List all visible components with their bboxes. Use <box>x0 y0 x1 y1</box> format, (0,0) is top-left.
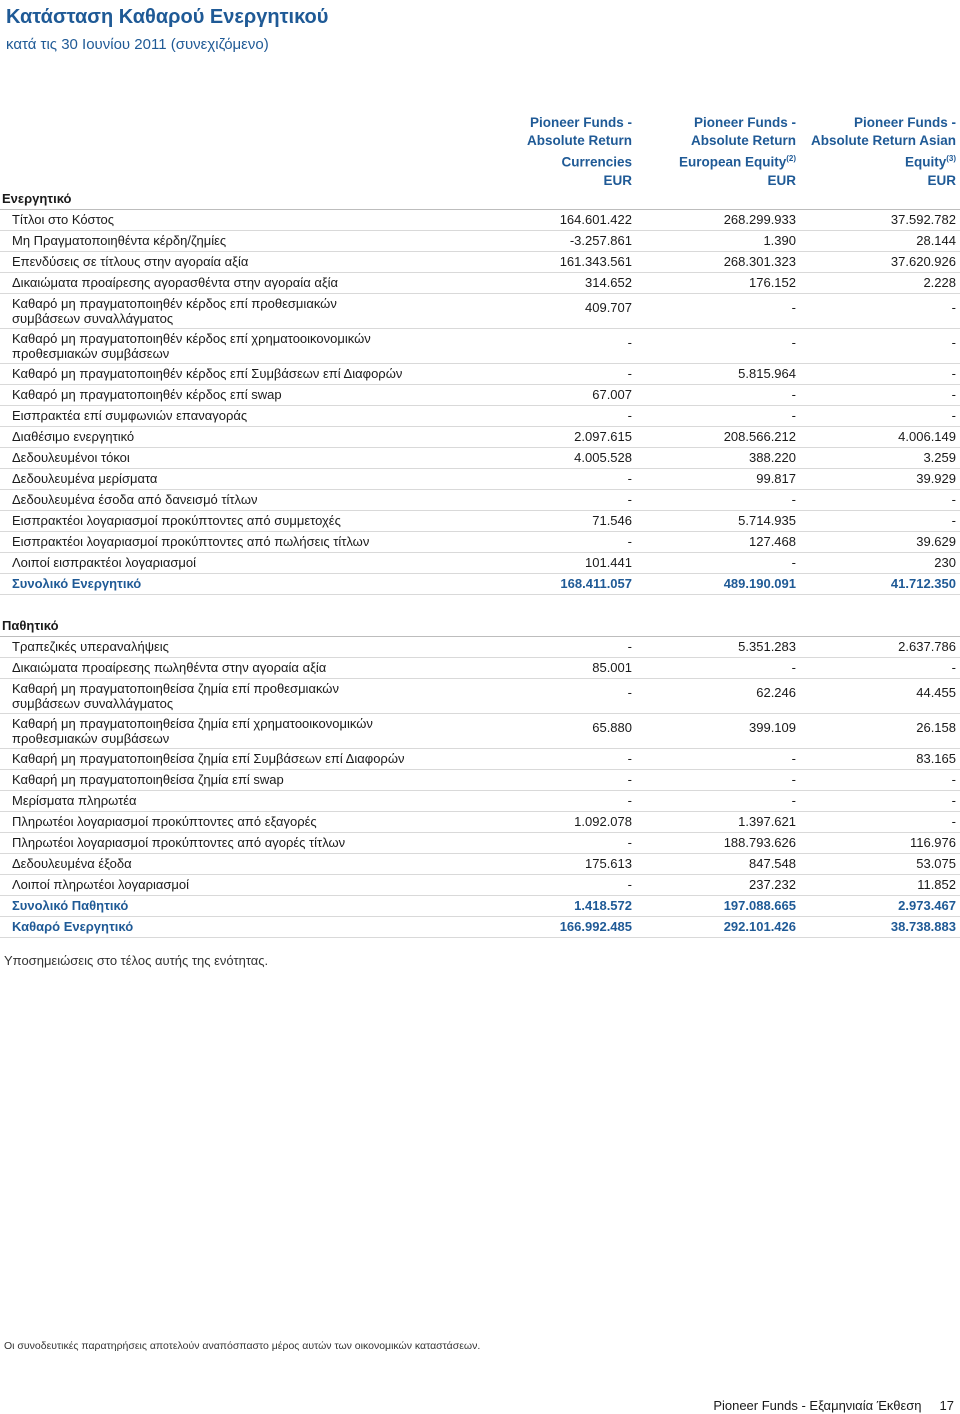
table-row <box>0 553 960 574</box>
row-label: Δεδουλευμένα έσοδα από δανεισμό τίτλων <box>12 492 258 507</box>
row-value-col1: 67.007 <box>592 387 632 402</box>
row-value-col3: 230 <box>934 555 956 570</box>
row-value-col1: - <box>627 877 632 892</box>
table-row <box>0 210 960 231</box>
row-label: Καθαρό μη πραγματοποιηθέν κέρδος επί χρηματοοικονομικών προθεσμιακών συμβάσεων <box>12 331 371 361</box>
row-value-col1: 161.343.561 <box>559 254 632 269</box>
row-value-col2: - <box>791 335 796 350</box>
row-value-col3: - <box>951 660 956 675</box>
row-label: Μη Πραγματοποιηθέντα κέρδη/ζημίες <box>12 233 227 248</box>
liabilities-table <box>0 616 960 938</box>
row-value-col1: - <box>627 835 632 850</box>
row-value-col3: - <box>951 513 956 528</box>
row-value-col2: 176.152 <box>749 275 796 290</box>
section-label: Ενεργητικό <box>2 191 72 206</box>
row-label: Δεδουλευμένοι τόκοι <box>12 450 130 465</box>
row-value-col3: - <box>951 366 956 381</box>
row-value-col2: 388.220 <box>749 450 796 465</box>
table-row <box>0 532 960 553</box>
column-header-line: Pioneer Funds - <box>853 115 956 130</box>
row-label: Εισπρακτέοι λογαριασμοί προκύπτοντες από πωλήσεις τίτλων <box>12 534 370 549</box>
row-label: Καθαρή μη πραγματοποιηθείσα ζημία επί χρηματοοικονομικών προθεσμιακών συμβάσεων <box>12 716 373 746</box>
row-value-col2: 847.548 <box>749 856 796 871</box>
row-value-col1: - <box>627 335 632 350</box>
table-row <box>0 406 960 427</box>
row-value-col3: 41.712.350 <box>890 576 956 591</box>
row-value-col2: 292.101.426 <box>723 919 796 934</box>
table-row <box>0 427 960 448</box>
row-value-col1: 65.880 <box>592 720 632 735</box>
row-value-col2: 208.566.212 <box>723 429 796 444</box>
row-value-col1: 314.652 <box>585 275 632 290</box>
row-value-col3: 39.929 <box>916 471 956 486</box>
table-row <box>0 679 960 714</box>
row-label: Πληρωτέοι λογαριασμοί προκύπτοντες από εξαγορές <box>12 814 317 829</box>
row-value-col1: 409.707 <box>585 300 632 315</box>
row-value-col1: - <box>627 366 632 381</box>
row-label: Τραπεζικές υπεραναλήψεις <box>12 639 169 654</box>
table-row <box>0 364 960 385</box>
row-value-col2: - <box>791 408 796 423</box>
row-label: Τίτλοι στο Κόστος <box>12 212 115 227</box>
row-value-col2: - <box>791 793 796 808</box>
row-label: Πληρωτέοι λογαριασμοί προκύπτοντες από αγορές τίτλων <box>12 835 346 850</box>
row-value-col1: 101.441 <box>585 555 632 570</box>
row-value-col3: 3.259 <box>923 450 956 465</box>
row-label: Καθαρό μη πραγματοποιηθέν κέρδος επί swap <box>12 387 282 402</box>
table-row <box>0 658 960 679</box>
page-footer <box>713 1398 954 1413</box>
row-value-col1: 175.613 <box>585 856 632 871</box>
row-value-col2: 127.468 <box>749 534 796 549</box>
table-row <box>0 637 960 658</box>
row-divider <box>0 937 960 938</box>
table-row <box>0 252 960 273</box>
row-value-col3: 2.973.467 <box>898 898 956 913</box>
page-number: 17 <box>939 1398 954 1413</box>
section-label: Παθητικό <box>2 618 59 633</box>
row-value-col3: 2.228 <box>923 275 956 290</box>
row-value-col1: 85.001 <box>592 660 632 675</box>
row-value-col2: 62.246 <box>756 685 796 700</box>
row-value-col3: 37.620.926 <box>890 254 956 269</box>
row-value-col2: 268.301.323 <box>723 254 796 269</box>
row-value-col2: - <box>791 660 796 675</box>
row-value-col3: - <box>951 793 956 808</box>
row-label: Λοιποί εισπρακτέοι λογαριασμοί <box>12 555 197 570</box>
row-value-col2: 5.815.964 <box>738 366 796 381</box>
row-value-col2: - <box>791 492 796 507</box>
row-label: Μερίσματα πληρωτέα <box>12 793 137 808</box>
row-label: Επενδύσεις σε τίτλους στην αγοραία αξία <box>12 254 249 269</box>
table-row <box>0 854 960 875</box>
table-row <box>0 329 960 364</box>
column-header-3 <box>716 114 956 190</box>
table-row <box>0 770 960 791</box>
row-value-col1: 2.097.615 <box>574 429 632 444</box>
row-value-col3: 4.006.149 <box>898 429 956 444</box>
net-assets-row <box>0 917 960 938</box>
row-value-col3: - <box>951 408 956 423</box>
row-value-col1: - <box>627 639 632 654</box>
row-label: Δικαιώματα προαίρεσης πωληθέντα στην αγοραία αξία <box>12 660 327 675</box>
row-value-col3: 37.592.782 <box>890 212 956 227</box>
row-value-col1: - <box>627 408 632 423</box>
table-row <box>0 749 960 770</box>
row-value-col1: 4.005.528 <box>574 450 632 465</box>
column-header-line: Pioneer Funds - <box>693 115 796 130</box>
row-value-col1: 166.992.485 <box>559 919 632 934</box>
table-row <box>0 714 960 749</box>
table-row <box>0 385 960 406</box>
row-value-col3: 11.852 <box>917 877 956 892</box>
column-header-line: Absolute Return <box>526 133 632 148</box>
column-currency: EUR <box>603 172 632 188</box>
table-row <box>0 812 960 833</box>
row-label: Καθαρή μη πραγματοποιηθείσα ζημία επί Συμβάσεων επί Διαφορών <box>12 751 405 766</box>
row-label: Δεδουλευμένα μερίσματα <box>12 471 158 486</box>
row-label: Δικαιώματα προαίρεσης αγορασθέντα στην αγοραία αξία <box>12 275 339 290</box>
column-header-line: European Equity$^{(2)}$ <box>678 154 796 170</box>
row-value-col3: - <box>951 387 956 402</box>
row-value-col1: - <box>627 492 632 507</box>
row-label: Εισπρακτέα επί συμφωνιών επαναγοράς <box>12 408 248 423</box>
row-value-col2: 197.088.665 <box>723 898 796 913</box>
row-value-col1: 1.418.572 <box>574 898 632 913</box>
row-value-col1: 164.601.422 <box>559 212 632 227</box>
row-label: Καθαρό Ενεργητικό <box>12 919 134 934</box>
row-value-col1: - <box>627 772 632 787</box>
row-label: Διαθέσιμο ενεργητικό <box>12 429 135 444</box>
row-value-col1: 1.092.078 <box>574 814 632 829</box>
row-label: Συνολικό Παθητικό <box>12 898 129 913</box>
row-value-col1: - <box>627 751 632 766</box>
row-value-col2: - <box>791 387 796 402</box>
assets-table <box>0 189 960 595</box>
row-value-col3: - <box>951 772 956 787</box>
row-label: Καθαρή μη πραγματοποιηθείσα ζημία επί προθεσμιακών συμβάσεων συναλλάγματος <box>12 681 339 711</box>
row-value-col3: 26.158 <box>916 720 956 735</box>
row-value-col2: - <box>791 300 796 315</box>
row-value-col3: 2.637.786 <box>898 639 956 654</box>
row-value-col2: 99.817 <box>756 471 796 486</box>
row-value-col1: -3.257.861 <box>569 233 632 248</box>
column-currency: EUR <box>927 172 956 188</box>
row-value-col1: 71.546 <box>592 513 632 528</box>
row-label: Λοιποί πληρωτέοι λογαριασμοί <box>12 877 190 892</box>
row-value-col3: 39.629 <box>916 534 956 549</box>
page-subtitle: κατά τις 30 Ιουνίου 2011 (συνεχιζόμενο) <box>6 36 269 53</box>
row-value-col3: - <box>951 492 956 507</box>
row-label: Δεδουλευμένα έξοδα <box>12 856 132 871</box>
row-value-col2: 399.109 <box>749 720 796 735</box>
table-row <box>0 490 960 511</box>
table-row <box>0 875 960 896</box>
table-row <box>0 511 960 532</box>
table-row <box>0 833 960 854</box>
row-label: Καθαρή μη πραγματοποιηθείσα ζημία επί swap <box>12 772 284 787</box>
row-value-col3: 53.075 <box>916 856 956 871</box>
row-value-col1: - <box>627 685 632 700</box>
column-header-line: Equity$^{(3)}$ <box>904 154 956 170</box>
row-value-col2: 268.299.933 <box>723 212 796 227</box>
row-value-col3: - <box>951 335 956 350</box>
accompanying-notes: Οι συνοδευτικές παρατηρήσεις αποτελούν αναπόσπαστο μέρος αυτών των οικονομικών καταστάσεων. <box>4 1340 481 1352</box>
row-value-col2: 188.793.626 <box>723 835 796 850</box>
row-label: Καθαρό μη πραγματοποιηθέν κέρδος επί Συμβάσεων επί Διαφορών <box>12 366 403 381</box>
section-heading-assets <box>0 189 960 210</box>
section-heading-liabilities <box>0 616 960 637</box>
row-value-col1: 168.411.057 <box>560 576 632 591</box>
row-value-col3: 38.738.883 <box>890 919 956 934</box>
column-currency: EUR <box>767 172 796 188</box>
table-row <box>0 294 960 329</box>
total-row-assets <box>0 574 960 595</box>
row-divider <box>0 594 960 595</box>
row-value-col3: - <box>951 814 956 829</box>
row-value-col3: - <box>951 300 956 315</box>
publication-name: Pioneer Funds - Εξαμηνιαία Έκθεση <box>713 1398 922 1413</box>
footnotes-reference: Υποσημειώσεις στο τέλος αυτής της ενότητας. <box>4 953 269 968</box>
row-value-col1: - <box>627 471 632 486</box>
row-value-col2: - <box>791 751 796 766</box>
column-header-line: Absolute Return <box>690 133 796 148</box>
row-value-col1: - <box>627 534 632 549</box>
row-label: Συνολικό Ενεργητικό <box>12 576 142 591</box>
row-value-col2: 5.351.283 <box>738 639 796 654</box>
row-value-col2: - <box>791 772 796 787</box>
table-row <box>0 231 960 252</box>
total-row-liabilities <box>0 896 960 917</box>
row-value-col3: 83.165 <box>916 751 956 766</box>
column-header-line: Absolute Return Asian <box>810 133 956 148</box>
row-value-col2: - <box>791 555 796 570</box>
row-value-col3: 116.976 <box>909 835 956 850</box>
row-label: Καθαρό μη πραγματοποιηθέν κέρδος επί προθεσμιακών συμβάσεων συναλλάγματος <box>12 296 337 326</box>
page-title: Κατάσταση Καθαρού Ενεργητικού <box>6 6 329 28</box>
row-value-col2: 1.397.621 <box>738 814 796 829</box>
row-value-col3: 28.144 <box>916 233 956 248</box>
table-row <box>0 273 960 294</box>
table-row <box>0 448 960 469</box>
column-header-line: Pioneer Funds - <box>529 115 632 130</box>
column-header-line: Currencies <box>561 154 632 170</box>
table-row <box>0 791 960 812</box>
row-value-col2: 489.190.091 <box>723 576 796 591</box>
row-value-col3: 44.455 <box>916 685 956 700</box>
row-value-col2: 237.232 <box>749 877 796 892</box>
row-value-col2: 1.390 <box>763 233 796 248</box>
row-label: Εισπρακτέοι λογαριασμοί προκύπτοντες από συμμετοχές <box>12 513 341 528</box>
table-row <box>0 469 960 490</box>
row-value-col2: 5.714.935 <box>738 513 796 528</box>
row-value-col1: - <box>627 793 632 808</box>
